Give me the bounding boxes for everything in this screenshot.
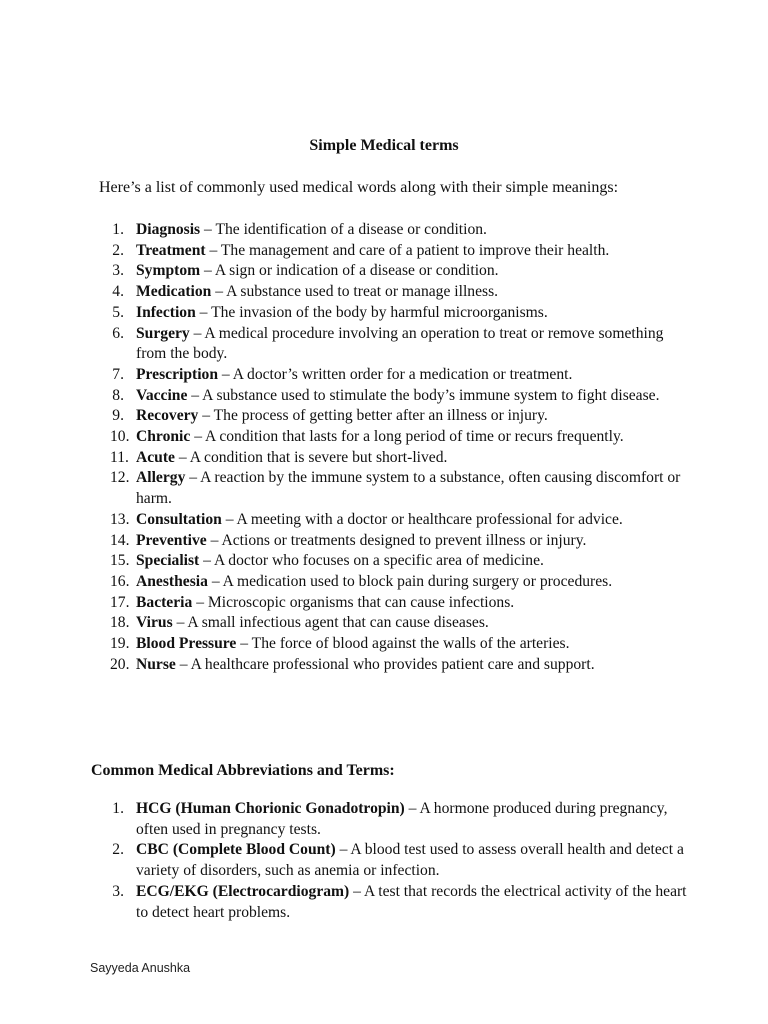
list-item xyxy=(90,365,690,386)
term-name: Bacteria xyxy=(136,593,193,611)
term-definition: – A meeting with a doctor or healthcare professional for advice. xyxy=(221,510,623,528)
list-number: 1. xyxy=(112,221,124,238)
term-name: Acute xyxy=(136,448,175,466)
term-definition: – A sign or indication of a disease or condition. xyxy=(200,262,499,280)
term-name: Diagnosis xyxy=(136,221,201,238)
list-number: 2. xyxy=(112,241,124,259)
term-definition: – The management and care of a patient to improve their health. xyxy=(205,241,610,259)
page-title: Simple Medical terms xyxy=(309,137,459,154)
list-number: 17. xyxy=(110,593,130,611)
term-definition: – A doctor’s written order for a medication or treatment. xyxy=(218,365,573,383)
term-name: Recovery xyxy=(136,407,199,425)
term-name: Allergy xyxy=(136,469,186,487)
term-name: Consultation xyxy=(136,510,222,528)
list-number: 6. xyxy=(112,324,124,342)
section-heading: Common Medical Abbreviations and Terms: xyxy=(91,762,395,779)
list-number: 8. xyxy=(112,386,124,404)
term-name: Infection xyxy=(136,303,196,321)
list-item xyxy=(90,840,690,881)
list-item xyxy=(90,427,690,448)
list-number: 4. xyxy=(112,283,124,301)
term-definition: – A condition that is severe but short-lived. xyxy=(174,448,448,466)
term-definition: – A test that records the electrical activity of the heart to detect heart problems. xyxy=(136,882,687,921)
list-number: 2. xyxy=(112,841,124,859)
list-number: 1. xyxy=(112,800,124,817)
medical-terms-list xyxy=(90,220,690,675)
term-name: Vaccine xyxy=(136,386,188,404)
term-name: Anesthesia xyxy=(136,572,208,590)
term-definition: – The identification of a disease or condition. xyxy=(200,221,487,238)
list-item xyxy=(90,220,690,241)
term-definition: – A substance used to treat or manage illness. xyxy=(211,283,499,301)
list-number: 5. xyxy=(112,303,124,321)
term-definition: – A healthcare professional who provides patient care and support. xyxy=(175,655,595,673)
list-number: 3. xyxy=(112,262,124,280)
term-definition: – A substance used to stimulate the body’s immune system to fight disease. xyxy=(187,386,660,404)
list-number: 18. xyxy=(110,614,130,632)
list-item xyxy=(90,241,690,262)
abbreviations-list xyxy=(90,799,690,923)
list-item xyxy=(90,634,690,655)
term-definition: – The force of blood against the walls of the arteries. xyxy=(236,635,570,653)
list-item xyxy=(90,406,690,427)
term-name: Medication xyxy=(136,283,212,301)
list-number: 11. xyxy=(110,448,129,466)
term-definition: – A doctor who focuses on a specific area of medicine. xyxy=(199,552,544,570)
list-item xyxy=(90,261,690,282)
list-item xyxy=(90,386,690,407)
term-definition: – A reaction by the immune system to a substance, often causing discomfort or harm. xyxy=(136,469,681,508)
intro-text: Here’s a list of commonly used medical words along with their simple meanings: xyxy=(99,179,619,196)
list-item xyxy=(90,799,690,840)
list-item xyxy=(90,882,690,923)
list-item xyxy=(90,593,690,614)
term-definition: – The invasion of the body by harmful microorganisms. xyxy=(195,303,548,321)
term-definition: – A medical procedure involving an operation to treat or remove something from the body. xyxy=(136,324,664,363)
term-definition: – The process of getting better after an illness or injury. xyxy=(198,407,548,425)
list-number: 10. xyxy=(110,428,130,446)
term-definition: – A medication used to block pain during surgery or procedures. xyxy=(207,572,613,590)
list-item xyxy=(90,468,690,509)
author-footer: Sayyeda Anushka xyxy=(90,961,191,975)
term-definition: – A hormone produced during pregnancy, often used in pregnancy tests. xyxy=(136,800,668,838)
list-item xyxy=(90,613,690,634)
list-number: 15. xyxy=(110,552,130,570)
term-name: Preventive xyxy=(136,531,207,549)
term-definition: – A blood test used to assess overall health and detect a variety of disorders, such as anemia or infection. xyxy=(136,841,684,880)
term-name: Specialist xyxy=(136,552,200,570)
list-item xyxy=(90,303,690,324)
term-definition: – Microscopic organisms that can cause infections. xyxy=(192,593,515,611)
list-number: 16. xyxy=(110,572,130,590)
term-definition: – A small infectious agent that can cause diseases. xyxy=(172,614,489,632)
term-name: Blood Pressure xyxy=(136,635,237,653)
list-item xyxy=(90,655,690,676)
list-number: 7. xyxy=(112,365,124,383)
term-name: Surgery xyxy=(136,324,190,342)
list-item xyxy=(90,448,690,469)
term-name: Treatment xyxy=(136,241,206,259)
list-item xyxy=(90,572,690,593)
list-number: 20. xyxy=(110,655,130,673)
term-name: HCG (Human Chorionic Gonadotropin) xyxy=(136,800,405,817)
term-definition: – A condition that lasts for a long period of time or recurs frequently. xyxy=(190,428,624,446)
list-number: 3. xyxy=(112,882,124,900)
term-definition: – Actions or treatments designed to prevent illness or injury. xyxy=(206,531,587,549)
term-name: Virus xyxy=(136,614,173,632)
list-number: 19. xyxy=(110,635,130,653)
list-number: 14. xyxy=(110,531,130,549)
term-name: Prescription xyxy=(136,365,218,383)
list-number: 9. xyxy=(112,407,124,425)
term-name: ECG/EKG (Electrocardiogram) xyxy=(136,882,350,900)
list-number: 13. xyxy=(110,510,130,528)
list-item xyxy=(90,510,690,531)
list-item xyxy=(90,324,690,365)
term-name: Nurse xyxy=(136,655,176,673)
term-name: Chronic xyxy=(136,428,191,446)
list-item xyxy=(90,531,690,552)
list-item xyxy=(90,282,690,303)
list-number: 12. xyxy=(110,469,130,487)
list-item xyxy=(90,551,690,572)
term-name: CBC (Complete Blood Count) xyxy=(136,841,336,859)
term-name: Symptom xyxy=(136,262,201,280)
